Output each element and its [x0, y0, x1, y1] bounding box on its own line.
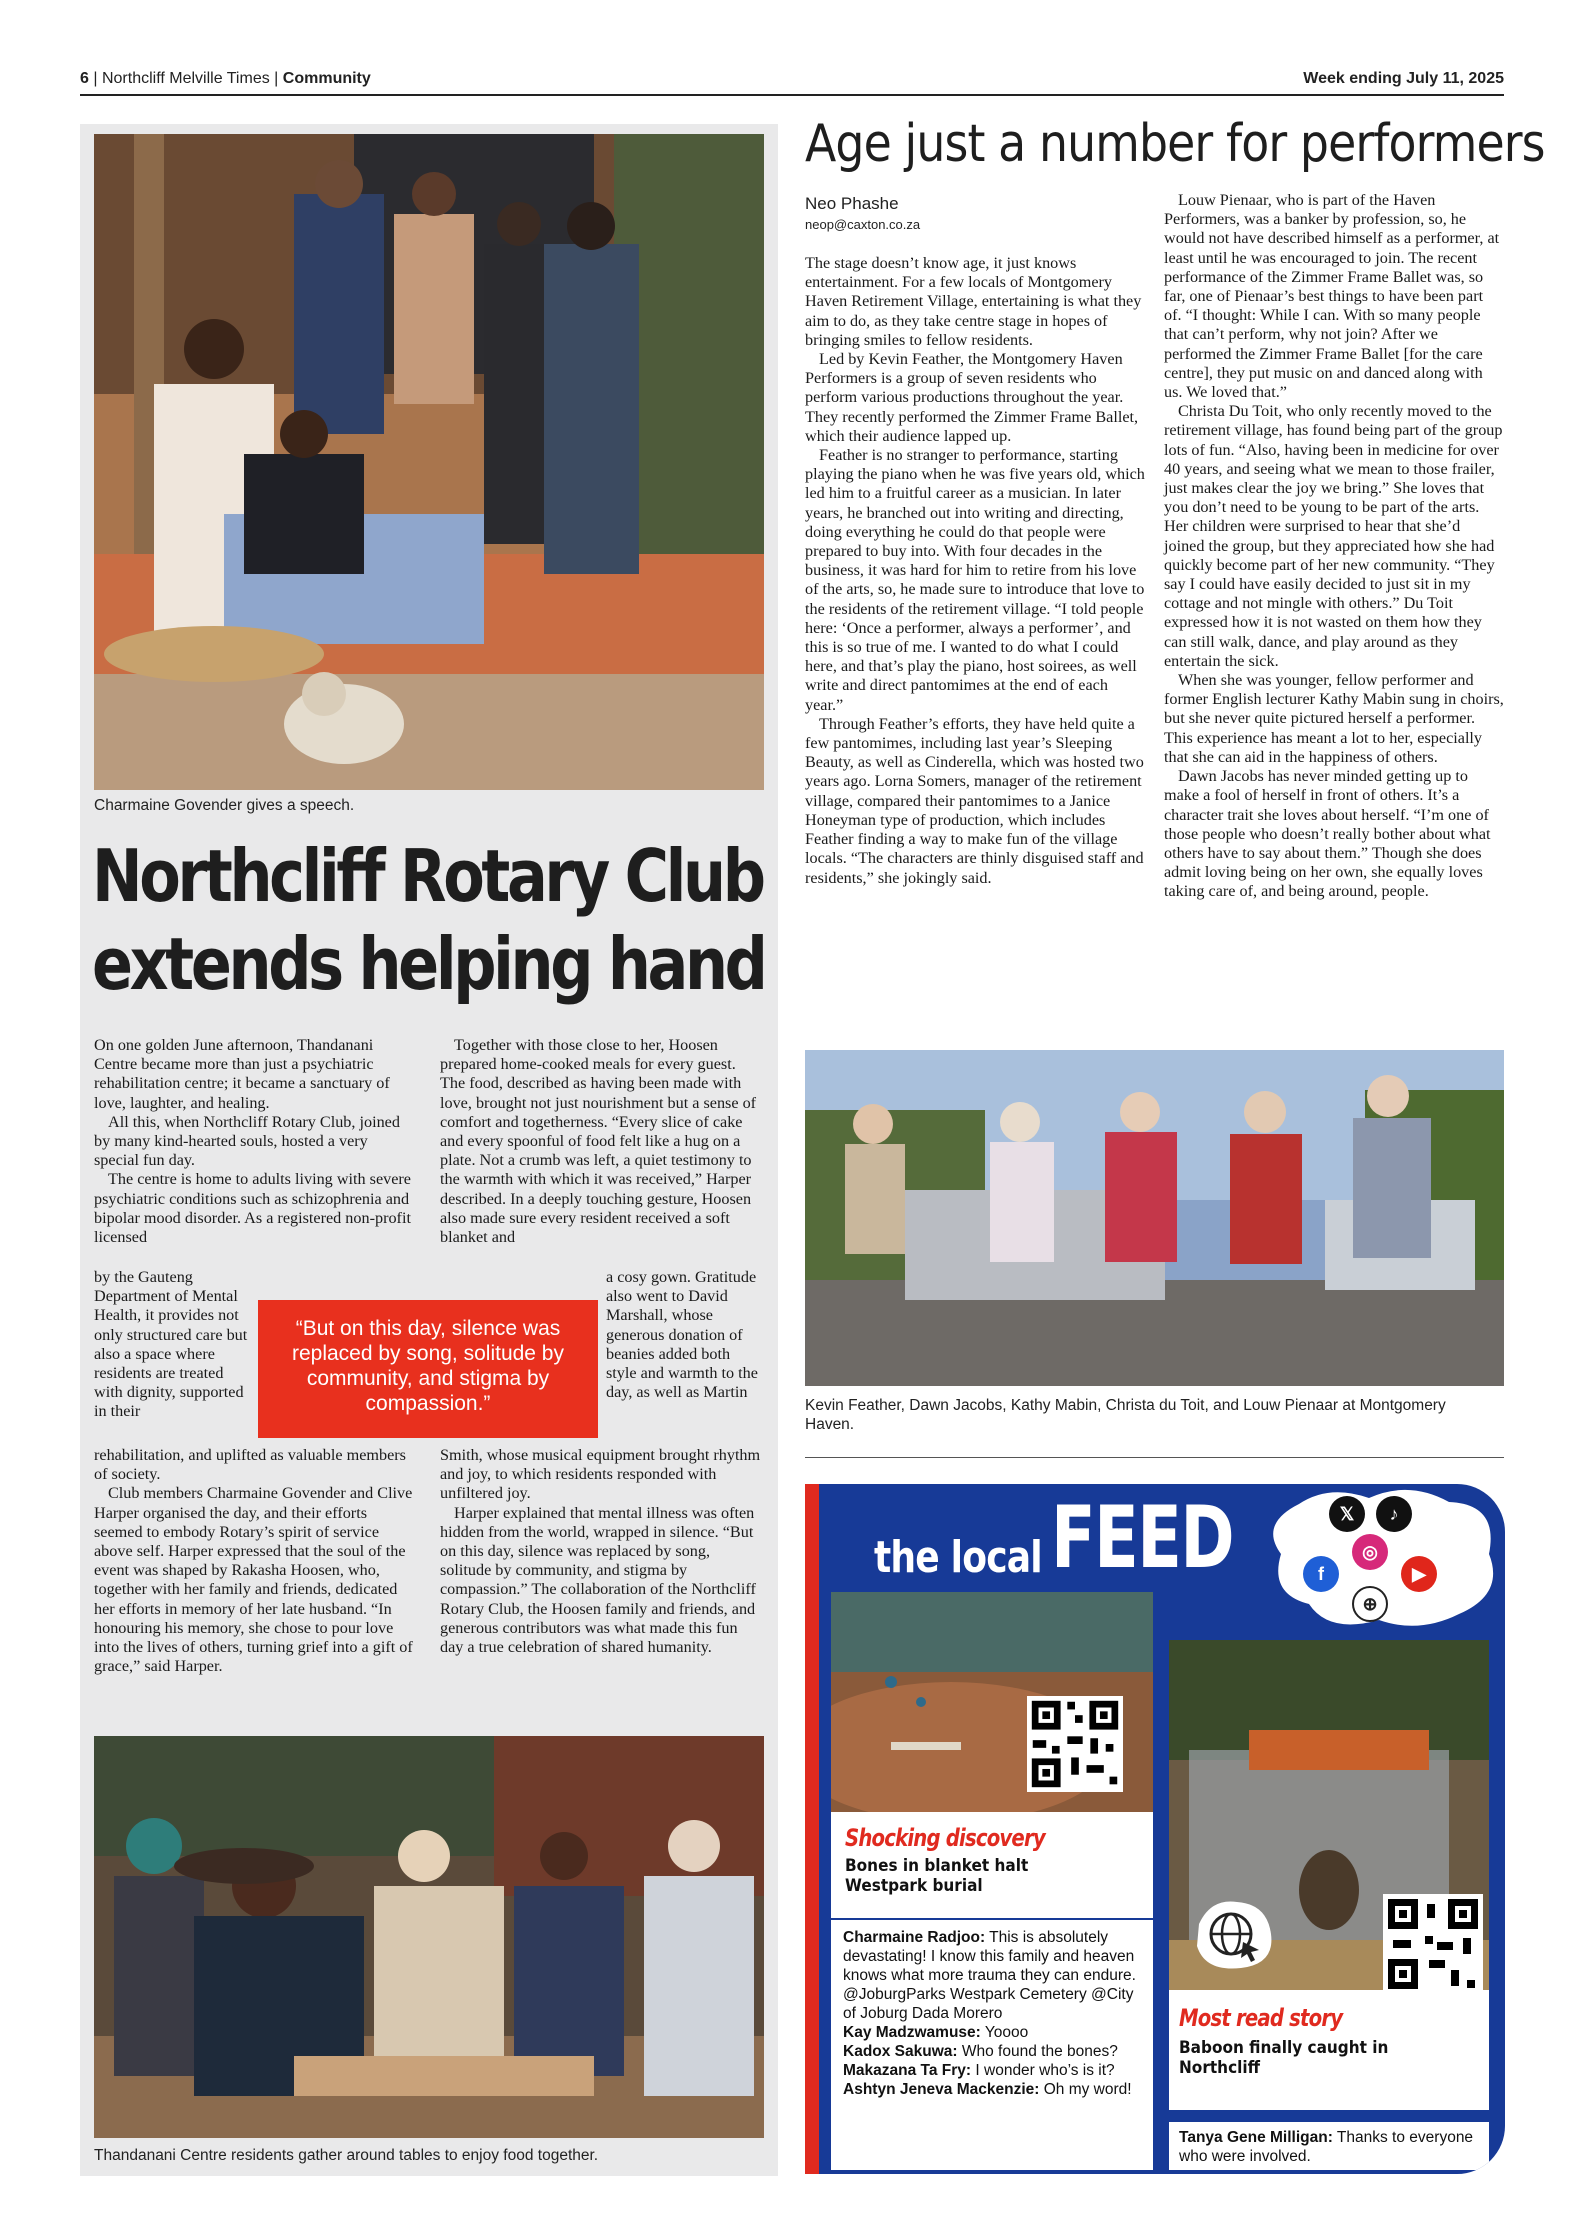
rotary-headline	[92, 832, 765, 1008]
age-paragraph: Dawn Jacobs has never minded getting up to make a fool of herself in front of others. It’s a character trait she loves about herself. “I’m one of those people who doesn’t really bother about what others have to say about them.” Though she does admit loving being on her own, she equally loves taking care of, and being around, people.	[1164, 767, 1491, 901]
story2-headline[interactable]: Baboon finally caught in Northcliff	[1179, 2038, 1389, 2078]
residents-photo	[94, 1736, 764, 2138]
rotary-paragraph: Club members Charmaine Govender and Clive Harper organised the day, and their efforts seemed to embody Rotary’s spirit of service above self. Harper expressed that the soul of the event was shaped by Rakasha Hoosen, who, together with her family and friends, dedicated her efforts in memory of her late husband. “In honouring his memory, she chose to pour love into the lives of others, turning grief into a gift of grace,” said Harper.	[94, 1484, 413, 1676]
story-card-most-read[interactable]	[1169, 1640, 1489, 2110]
rotary-column-1	[94, 1036, 414, 1247]
comment: Kay Madzwamuse: Yoooo	[843, 2024, 1029, 2041]
rotary-column-2-narrow	[606, 1268, 764, 1402]
story-card-shocking-discovery[interactable]	[831, 1592, 1153, 2170]
section-name: Community	[282, 70, 371, 87]
story1-label: Shocking discovery	[845, 1824, 1045, 1852]
header-rule	[80, 94, 1504, 96]
page-header	[80, 66, 1504, 94]
issue-date: Week ending July 11, 2025	[1303, 70, 1504, 87]
local-feed-panel	[805, 1484, 1505, 2174]
publication-name: Northcliff Melville Times	[101, 70, 270, 87]
youtube-icon[interactable]: ▶	[1401, 1556, 1437, 1592]
age-column-1	[805, 254, 1145, 888]
section-divider	[805, 1457, 1504, 1458]
rotary-column-1-narrow	[94, 1268, 250, 1422]
facebook-icon[interactable]: f	[1303, 1556, 1339, 1592]
story2-label: Most read story	[1179, 2004, 1343, 2032]
age-paragraph: Through Feather’s efforts, they have held quite a few pantomimes, including last year’s Sleeping Beauty, as well as Cinderella, which was hosted two years ago. Lorna Somers, manager of the retirement village, compared their pantomimes to a Janice Honeyman type of production, which includes Feather finding a way to make fun of the village locals. “The characters are thinly disguised staff and residents,” she jokingly said.	[805, 714, 1144, 887]
feed-title-big: FEED	[1051, 1488, 1234, 1588]
comment: Ashtyn Jeneva Mackenzie: Oh my word!	[843, 2081, 1132, 2098]
comment: Kadox Sakuwa: Who found the bones?	[843, 2043, 1118, 2060]
comment: Makazana Ta Fry: I wonder who’s is it?	[843, 2062, 1115, 2079]
rotary-paragraph: The centre is home to adults living with severe psychiatric conditions such as schizophrenia and bipolar mood disorder. As a registered non-profit licensed	[94, 1170, 411, 1247]
rotary-paragraph: Smith, whose musical equipment brought rhythm and joy, to which residents responded with unfiltered joy.	[440, 1446, 761, 1503]
feed-title-small: the local	[874, 1532, 1042, 1583]
rotary-headline-line1: Northcliff Rotary Club	[92, 834, 763, 918]
speech-photo	[94, 134, 764, 790]
tiktok-icon[interactable]: ♪	[1376, 1496, 1412, 1532]
pull-quote: “But on this day, silence was replaced by song, solitude by community, and stigma by compassion.”	[258, 1300, 598, 1438]
performers-photo-caption: Kevin Feather, Dawn Jacobs, Kathy Mabin, Christa du Toit, and Louw Pienaar at Montgomery Haven.	[805, 1397, 1446, 1433]
comment: Charmaine Radjoo: This is absolutely devastating! I know this family and heaven knows what more trauma they can endure. @JoburgParks Westpark Cemetery @City of Joburg Dada Morero	[843, 1929, 1136, 2022]
rotary-paragraph: a cosy gown. Gratitude also went to David Marshall, whose generous donation of beanies added both style and warmth to the day, as well as Martin	[606, 1268, 758, 1402]
rotary-paragraph: by the Gauteng Department of Mental Health, it provides not only structured care but also a space where residents are treated with dignity, supported in their	[94, 1268, 248, 1421]
author-email: neop@caxton.co.za	[805, 217, 921, 232]
age-paragraph: The stage doesn’t know age, it just knows entertainment. For a few locals of Montgomery Haven Retirement Village, entertaining is what they aim to do, as they take centre stage in hopes of bringing smiles to fellow residents.	[805, 254, 1142, 349]
author-byline: Neo Phashe	[805, 194, 899, 213]
x-icon[interactable]: 𝕏	[1329, 1496, 1365, 1532]
qr-code-icon[interactable]	[1027, 1696, 1123, 1792]
age-paragraph: Led by Kevin Feather, the Montgomery Haven Performers is a group of seven residents who perform various productions throughout the year. They recently performed the Zimmer Frame Ballet, which their audience lapped up.	[805, 350, 1139, 445]
header-left: 6 | Northcliff Melville Times | Community	[80, 70, 371, 87]
rotary-column-2-continued	[440, 1446, 762, 1657]
residents-photo-caption: Thandanani Centre residents gather around tables to enjoy food together.	[94, 2147, 599, 2164]
qr-code-icon[interactable]	[1383, 1894, 1483, 1994]
rotary-column-1-continued	[94, 1446, 414, 1676]
rotary-headline-line2: extends helping hand	[92, 922, 765, 1006]
web-icon[interactable]: ⊕	[1352, 1586, 1388, 1622]
rotary-paragraph: rehabilitation, and uplifted as valuable members of society.	[94, 1446, 406, 1484]
story2-comments	[1169, 2122, 1489, 2170]
story1-comments	[843, 1928, 1145, 2099]
rotary-paragraph: Together with those close to her, Hoosen prepared home-cooked meals for every guest. The food, described as having been made with love, brought not just nourishment but a sense of comfort and togetherness. “Every slice of cake and every spoonful of food felt like a hug on a plate. Not a crumb was left, a quiet testimony to the warmth with which it was received,” Harper described. In a deeply touching gesture, Hoosen also made sure every resident received a soft blanket and	[440, 1036, 757, 1247]
age-headline: Age just a number for performers	[805, 114, 1545, 174]
age-paragraph: Louw Pienaar, who is part of the Haven Performers, was a banker by profession, so, he would not have described himself as a performer, at least until he was encouraged to join. The recent performance of the Zimmer Frame Ballet was, so far, one of Pienaar’s best things to have been part of. “I thought: While I can. With so many people that can’t perform, why not join? After we performed the Zimmer Frame Ballet [for the care centre], they put music on and danced along with us. We loved that.”	[1164, 191, 1500, 402]
globe-cursor-icon[interactable]	[1191, 1894, 1277, 1974]
performers-photo	[805, 1050, 1504, 1386]
page-number: 6	[80, 70, 89, 87]
instagram-icon[interactable]: ◎	[1352, 1534, 1388, 1570]
story1-divider	[831, 1918, 1153, 1920]
rotary-paragraph: On one golden June afternoon, Thandanani Centre became more than just a psychiatric rehabilitation centre; it became a sanctuary of love, laughter, and healing.	[94, 1036, 390, 1112]
age-paragraph: When she was younger, fellow performer and former English lecturer Kathy Mabin sung in choirs, but she never quite pictured herself a performer. This experience has meant a lot to her, especially that she can aid in the happiness of others.	[1164, 671, 1504, 766]
story1-headline[interactable]: Bones in blanket halt Westpark burial	[845, 1856, 1029, 1896]
rotary-paragraph: Harper explained that mental illness was often hidden from the world, wrapped in silence. “But on this day, silence was replaced by song, solitude by community, and stigma by compassion.” The collaboration of the Northcliff Rotary Club, the Hoosen family and friends, and generous contributors was what made this fun day a true celebration of shared humanity.	[440, 1503, 756, 1657]
age-paragraph: Christa Du Toit, who only recently moved to the retirement village, has found being part of the group lots of fun. “Also, having been in medicine for over 40 years, and seeing what we mean to those frailer, just makes clear the joy we bring.” She loves that you don’t need to be young to be part of the arts. Her children were surprised to hear that she’d joined the group, but they appreciated how she had quickly become part of her new community. “They say I could have easily decided to just sit in my cottage and not mingle with others.” Du Toit expressed how it is not wasted on them how they can still walk, dance, and play around as they entertain the sick.	[1164, 402, 1503, 670]
speech-photo-caption: Charmaine Govender gives a speech.	[94, 797, 355, 814]
age-paragraph: Feather is no stranger to performance, starting playing the piano when he was five years old, which led him to a fruitful career as a musician. In later years, he branched out into writing and directing, doing everything he could do that people were prepared to buy into. With four decades in the business, it was hard for him to retire from his love of the arts, so, he made sure to introduce that love to the residents of the retirement village. “I told people here: ‘Once a performer, always a performer’, and this is so true of me. I wanted to do what I could here, and that’s play the piano, host soirees, as well write and direct pantomimes at the end of each year.”	[805, 446, 1145, 714]
age-column-2	[1164, 191, 1504, 902]
rotary-column-2	[440, 1036, 762, 1247]
rotary-paragraph: All this, when Northcliff Rotary Club, joined by many kind-hearted souls, hosted a very special fun day.	[94, 1112, 400, 1170]
comment: Tanya Gene Milligan: Thanks to everyone who were involved.	[1179, 2129, 1474, 2165]
